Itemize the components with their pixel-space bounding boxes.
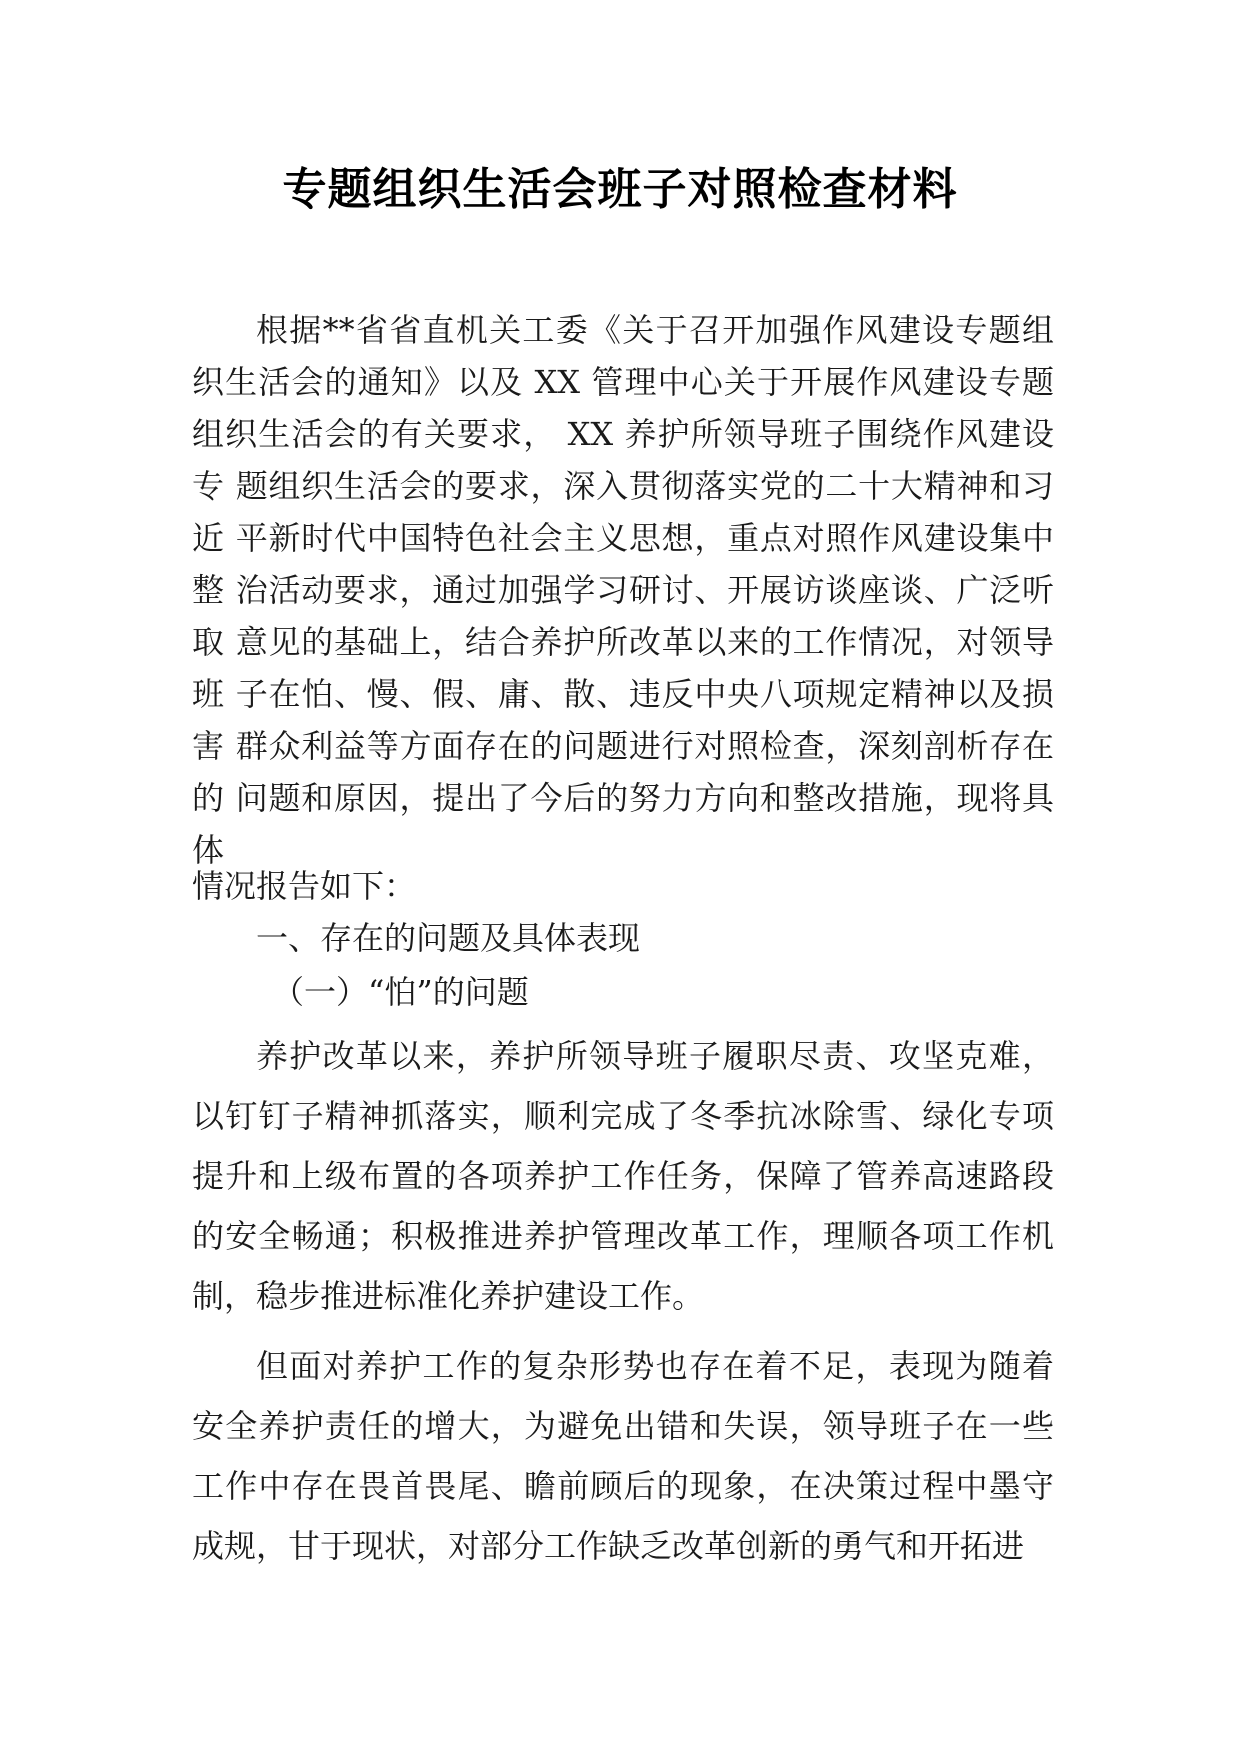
body-paragraph-1: 养护改革以来，养护所领导班子履职尽责、攻坚克难，以钉钉子精神抓落实，顺利完成了冬季抗冰除雪、绿化专项提升和上级布置的各项养护工作任务，保障了管养高速路段的安全畅通；积极推进养护管理改革工作，理顺各项工作机制，稳步推进标准化养护建设工作。 [192,1037,1054,1315]
intro-paragraph: 根据**省省直机关工委《关于召开加强作风建设专题组织生活会的通知》以及 XX 管理中心关于开展作风建设专题组织生活会的有关要求， XX 养护所领导班子围绕作风建设专 题组织生活会的要求，深入贯彻落实党的二十大精神和习近 平新时代中国特色社会主义思想，重点对照作风建设集中整 治活动要求，通过加强学习研讨、开展访谈座谈、广泛听取 意见的基础上，结合养护所改革以来的工作情况，对领导班 子在怕、慢、假、庸、散、违反中央八项规定精神以及损害 群众利益等方面存在的问题进行对照检查，深刻剖析存在的 问题和原因，提出了今后的努力方向和整改措施，现将具体 [192,311,1054,869]
subsection-heading: （一）“怕”的问题 [272,973,529,1011]
body-paragraph-2: 但面对养护工作的复杂形势也存在着不足，表现为随着安全养护责任的增大，为避免出错和失误，领导班子在一些工作中存在畏首畏尾、瞻前顾后的现象，在决策过程中墨守成规，甘于现状，对部分工作缺乏改革创新的勇气和开拓进 [192,1347,1054,1565]
section-heading: 一、存在的问题及具体表现 [256,919,641,957]
intro-paragraph-tail: 情况报告如下： [192,867,417,905]
document-title: 专题组织生活会班子对照检查材料 [282,164,958,215]
